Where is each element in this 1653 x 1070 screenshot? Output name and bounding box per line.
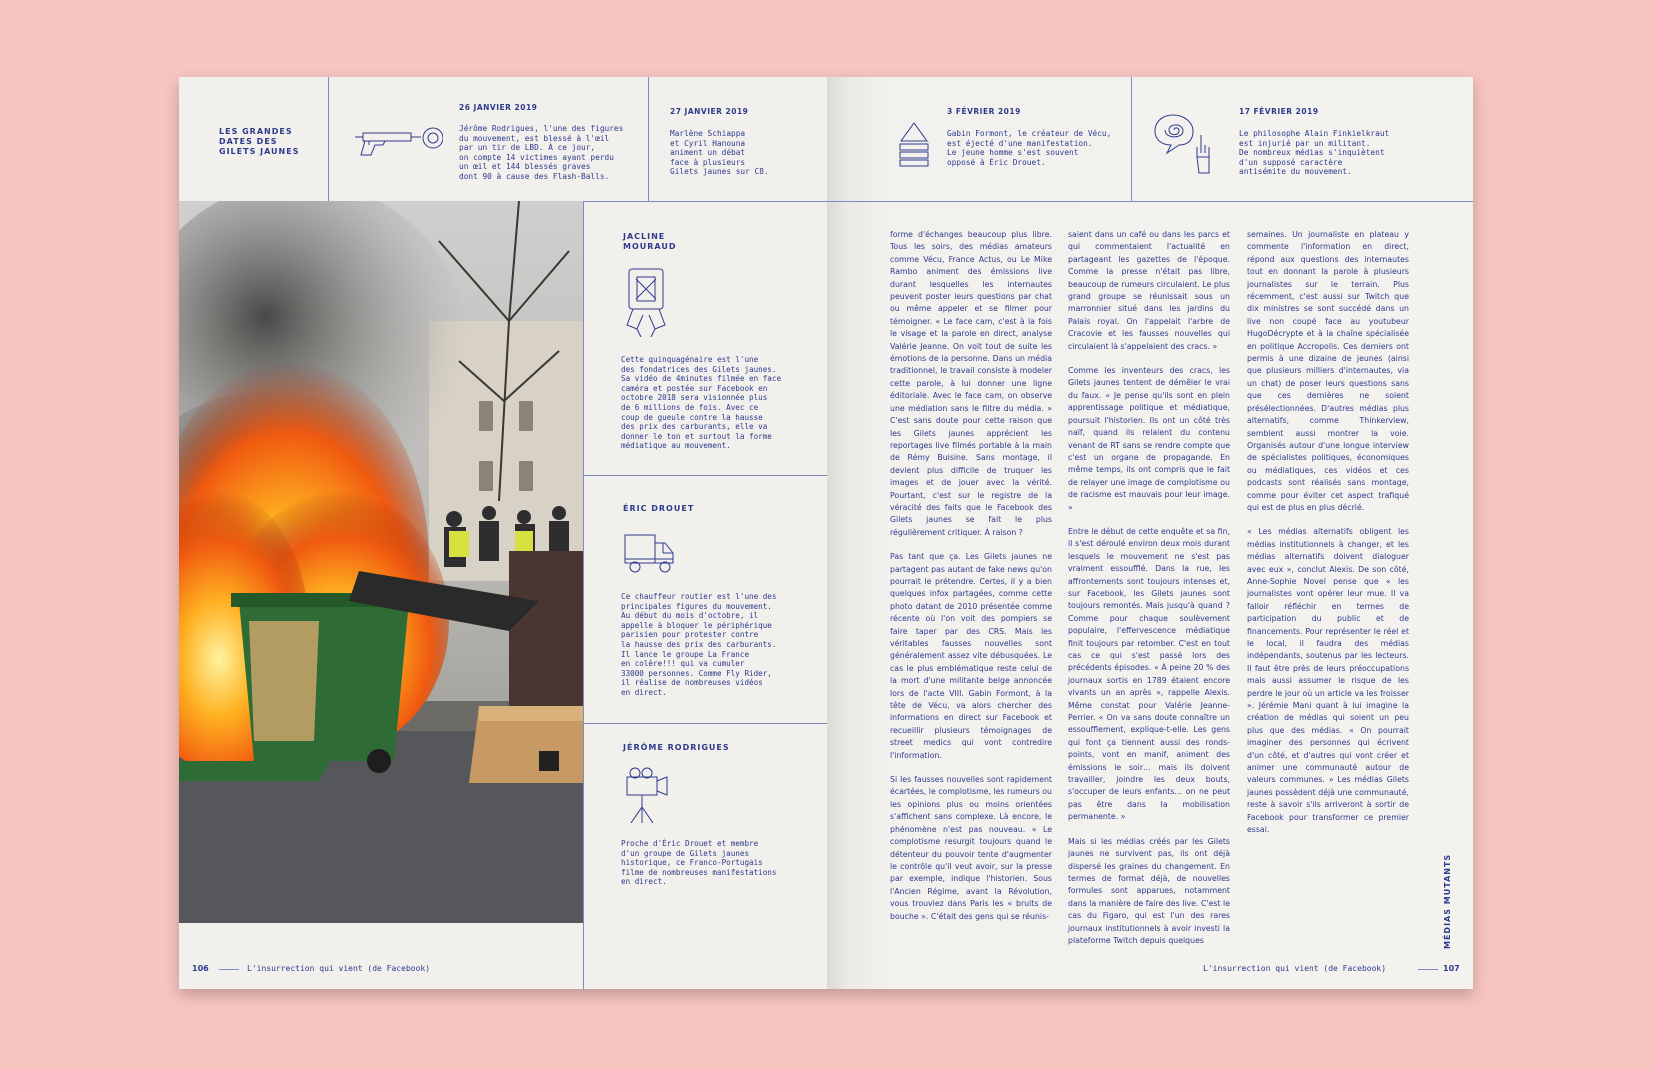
divider <box>219 969 239 970</box>
article-column-3 <box>1247 229 1409 849</box>
gun-icon <box>351 127 443 161</box>
paragraph: « Les médias alternatifs obligent les médias institutionnels à changer, et les médias alternatifs doivent dialoguer avec eux », conclut Alexis. De son côté, Anne-Sophie Novel pense que « les journalistes vont opérer leur mue. Il va falloir réfléchir en termes de participation du public et de financements. Pour représenter le réel et le local, il faudra des médias indépendants, soutenus par les lecteurs. Il faut être près de leurs préoccupations mais aussi assumer le risque de les perdre le jour où un article va les froisser ». Jérémie Mani quant à lui imagine la création de médias qui soient un peu plus que des médias. « On pourrait imaginer des personnes qui écrivent d'un côté, et d'autres qui vont créer et animer une communauté autour de valeurs communes. » Les médias Gilets jaunes possèdent déjà une communauté, reste à savoir s'ils arriveront à sortir de Facebook pour transformer ce premier essai. <box>1247 527 1409 835</box>
timeline-text: Gabin Formont, le créateur de Vécu, est éjecté d'une manifestation. Le jeune homme s'est souvent opposé à Éric Drouet. <box>947 129 1112 167</box>
paragraph: forme d'échanges beaucoup plus libre. Tous les soirs, des médias amateurs comme Vécu, France Actus, ou Le Mike Rambo animent des émissions live durant lesquelles les internautes peuvent poster leurs questions par chat ou même appeler et se filmer pour témoigner. « Le face cam, c'est à la fois le visage et la parole en direct, analyse Valérie Jeanne. On voit tout de suite les émotions de la personne. Dans un média traditionnel, le travail consiste à modeler cette parole, à lui donner une ligne éditoriale. Avec le face cam, on observe une médiation sans le filtre du média. » C'est sans doute pour cette raison que les Gilets jaunes apprécient les reportages live filmés portable à la main de Rémy Buisine. Sans montage, il devient plus difficile de truquer les images et de jouer avec la vérité. Pourtant, c'est sur le registre de la véracité des faits que le Facebook des Gilets jaunes se fait le plus régulièrement critiquer. À raison ? <box>890 230 1052 537</box>
paragraph: Pas tant que ça. Les Gilets jaunes ne partagent pas autant de fake news qu'on pourrait le prétendre. Certes, il y a bien quelques infox partagées, comme cette photo datant de 2010 présentée comme récente où l'on voit des pompiers se faire taper par des CRS. Mais les véritables fausses nouvelles sont généralement assez vite débusquées. Le cas le plus emblématique reste celui de la mort d'une militante belge annoncée lors de l'acte VIII. Gabin Formont, à la tête de Vécu, va alors chercher des informations en direct sur Facebook et recueillir plusieurs témoignages de street medics qui vont contredire l'information. <box>890 552 1052 760</box>
timeline-text: Jérôme Rodrigues, l'une des figures du mouvement, est blessé à l'œil par un tir de LBD. À ce jour, on compte 14 victimes ayant perdu un œil et 144 blessés graves dont 90 à cause des Flash-Balls. <box>459 124 624 181</box>
divider <box>328 77 329 201</box>
divider <box>1418 969 1438 970</box>
timeline-date: 27 JANVIER 2019 <box>670 107 749 116</box>
page-number: 107 <box>1443 964 1460 973</box>
magazine-spread <box>179 77 1473 989</box>
paragraph: Entre le début de cette enquête et sa fin, il s'est déroulé environ deux mois durant lesquels le mouvement ne s'est pas vraiment essoufflé. Dans la rue, les affrontements sont toujours intenses et, sur Facebook, les Gilets jaunes sont toujours remontés. Mais jusqu'à quand ? Comme pour chaque soulèvement populaire, l'effervescence médiatique finit toujours par retomber. C'est en tout cas ce qui s'est passé lors des précédents épisodes. « À peine 20 % des journaux sortis en 1789 étaient encore vivants un an après », rappelle Alexis. Même constat pour Valérie Jeanne-Perrier. « On va sans doute connaître un essoufflement, explique-t-elle. Les gens qui font ça tiennent aussi des ronds-points, vont en manif, animent des émissions le soir… mais ils doivent travailler, joindre les deux bouts, s'occuper de leurs enfants… on ne peut pas être dans la mobilisation permanente. » <box>1068 526 1230 822</box>
profile-text: Proche d'Éric Drouet et membre d'un groupe de Gilets jaunes historique, ce Franco-Portugais filme de nombreuses manifestations en direct. <box>621 839 777 887</box>
divider <box>583 201 584 989</box>
timeline-date: 3 FÉVRIER 2019 <box>947 107 1021 116</box>
running-title: L'insurrection qui vient (de Facebook) <box>1203 964 1387 973</box>
profile-name: JÉRÔME RODRIGUES <box>623 743 730 752</box>
paragraph: semaines. Un journaliste en plateau y commente l'information en direct, répond aux questions des internautes tout en donnant la parole à plusieurs journalistes sur le terrain. Plus récemment, c'est aussi sur Twitch que dix ministres se sont succédé dans un live non coupé face au youtubeur HugoDécrypte et à la chaîne spécialisée en politique Accropolis. Ces derniers ont permis à une dizaine de jeunes (ainsi que plusieurs milliers d'internautes, via un chat) de poser leurs questions sans que ces dernières ne soient présélectionnées. D'autres médias plus alternatifs, comme Thinkerview, semblent aussi montrer la voie. Organisés autour d'une longue interview de spécialistes politiques, économiques ou médiatiques, ces vidéos et ces podcasts sont réalisés sans montage, comme pour éviter cet aspect trafiqué qui est de plus en plus décrié. <box>1247 230 1409 512</box>
timeline-heading: LES GRANDES DATES DES GILETS JAUNES <box>219 127 300 156</box>
divider <box>583 475 827 476</box>
section-label: MÉDIAS MUTANTS <box>1443 853 1452 949</box>
divider <box>648 77 649 201</box>
profile-name: ÉRIC DROUET <box>623 504 695 513</box>
timeline-date: 26 JANVIER 2019 <box>459 103 538 112</box>
paragraph: Mais si les médias créés par les Gilets jaunes ne survivent pas, ils ont déjà dispersé les graines du changement. En termes de format déjà, de nouvelles formules sont apparues, notamment dans la manière de faire des live. C'est le cas du Figaro, qui est l'un des rares journaux institutionnels à avoir investi la plateforme Twitch depuis quelques <box>1068 836 1230 945</box>
camera-tripod-icon <box>623 767 669 823</box>
running-title: L'insurrection qui vient (de Facebook) <box>247 964 431 973</box>
profile-name: JACLINE MOURAUD <box>623 232 677 251</box>
speech-finger-icon <box>1153 111 1215 175</box>
paragraph: Si les fausses nouvelles sont rapidement écartées, le complotisme, les rumeurs ou les opinions plus ou moins orientées s'affichent sans complexe. Là encore, le phénomène n'est pas nouveau. « Le complotisme resurgit toujours quand le détenteur du pouvoir tente d'augmenter le contrôle qu'il veut avoir, sur la presse par exemple, indique l'historien. Sous l'Ancien Régime, avant la Révolution, vous trouviez dans Paris les « bruits de bouche ». C'était des gens qui se réunis- <box>890 775 1052 921</box>
page-number: 106 <box>192 964 209 973</box>
timeline-date: 17 FÉVRIER 2019 <box>1239 107 1319 116</box>
truck-icon <box>623 529 675 575</box>
divider <box>1131 77 1132 201</box>
paragraph: Comme les inventeurs des cracs, les Gilets jaunes tentent de démêler le vrai du faux. « Je pense qu'ils sont en plein apprentissage politique et médiatique, poursuit l'historien. Ils ont un côté très naïf, quand ils relaient du contenu venant de RT sans se rendre compte que c'est un organe de propagande. En même temps, ils ont compris que le fait de relayer une image de complotisme ou de racisme est mauvais pour leur image. » <box>1068 366 1230 512</box>
jerrycan-hands-icon <box>623 267 669 337</box>
article-column-2 <box>1068 229 1230 959</box>
divider <box>583 723 827 724</box>
profile-text: Ce chauffeur routier est l'une des principales figures du mouvement. Au début du mois d'octobre, il appelle à bloquer le périphérique parisien pour protester contre la hausse des prix des carburants. Il lance le groupe La France en colère!!! qui va cumuler 33000 personnes. Comme Fly Rider, il réalise de nombreuses vidéos en direct. <box>621 592 777 697</box>
profile-text: Cette quinquagénaire est l'une des fondatrices des Gilets jaunes. Sa vidéo de 4minutes filmée en face caméra et postée sur Facebook en octobre 2018 sera visionnée plus de 6 millions de fois. Avec ce coup de gueule contre la hausse des prix des carburants, elle va donner le ton et surtout la forme médiatique au mouvement. <box>621 355 782 451</box>
divider <box>827 201 1473 202</box>
pyramid-stack-icon <box>897 121 931 169</box>
left-page <box>179 77 827 989</box>
paragraph: saient dans un café ou dans les parcs et qui commentaient l'actualité en partageant les gazettes de l'époque. Comme la presse n'était pas libre, beaucoup de rumeurs circulaient. Le plus grand groupe se réunissait sous un marronnier situé dans les jardins du Palais royal. On l'appelait l'arbre de Cracovie et les fausses nouvelles qui circulaient là s'appelaient des cracs. » <box>1068 230 1230 351</box>
riot-fire-photo <box>179 201 583 923</box>
timeline-text: Marlène Schiappa et Cyril Hanouna animent un débat face à plusieurs Gilets jaunes sur C8. <box>670 129 769 177</box>
right-page <box>827 77 1473 989</box>
article-column-1 <box>890 229 1052 935</box>
timeline-text: Le philosophe Alain Finkielkraut est injurié par un militant. De nombreux médias s'inquiètent d'un supposé caractère antisémite du mouvement. <box>1239 129 1390 177</box>
